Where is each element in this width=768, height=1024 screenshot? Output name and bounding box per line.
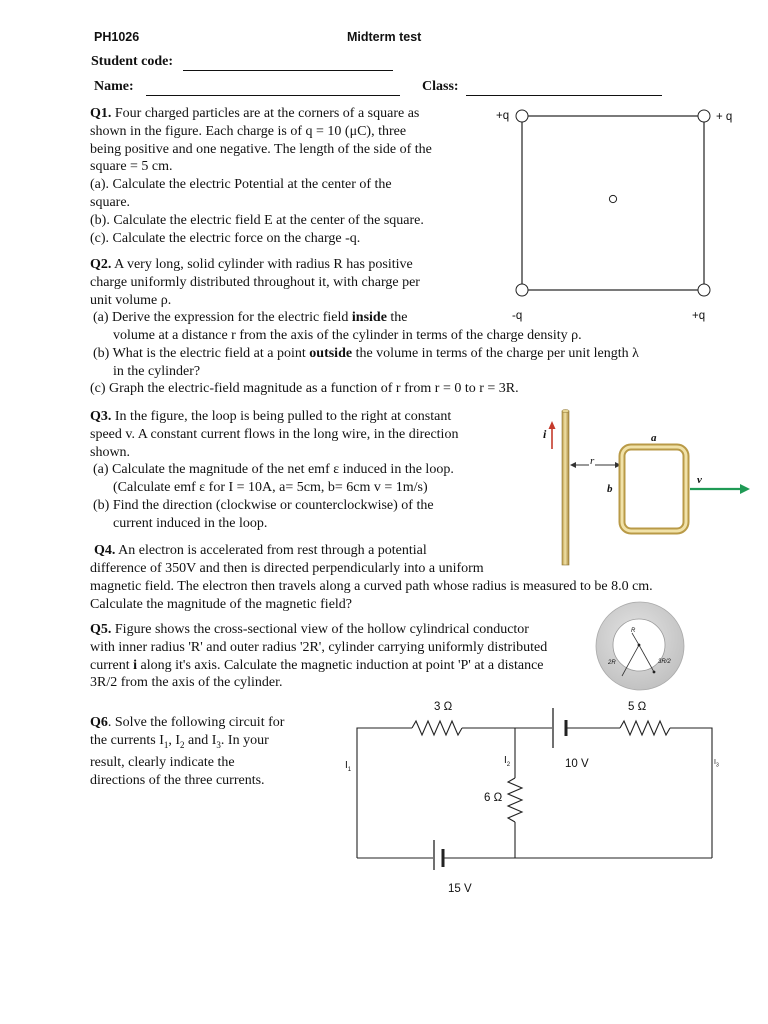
q3-part-b-1: (b) Find the direction (clockwise or counterclockwise) of the (93, 497, 434, 513)
q5-hollow-cylinder-figure (594, 600, 686, 692)
name-label: Name: (94, 79, 134, 94)
q6-label-i1: $I_1$ (345, 760, 352, 773)
long-wire (562, 411, 569, 565)
q5-line-1: Q5. Figure shows the cross-sectional view of the hollow cylindrical conductor (90, 622, 529, 637)
q6-number: Q6 (90, 715, 108, 730)
q2-number: Q2. (90, 257, 112, 272)
q1-square-figure (480, 105, 750, 335)
q2-part-c: (c) Graph the electric-field magnitude as a function of r from r = 0 to r = 3R. (90, 381, 519, 397)
q5-number: Q5. (90, 622, 112, 637)
q1-line-4: square = 5 cm. (90, 159, 173, 175)
student-code-field[interactable] (183, 70, 393, 71)
q6-line-4: directions of the three currents. (90, 773, 265, 789)
q6-label-i2: $I_2$ (504, 755, 511, 768)
q1-part-a-2: square. (90, 194, 131, 210)
q2-line-2: charge uniformly distributed throughout it, with charge per (90, 274, 420, 290)
q5-text (90, 621, 583, 692)
q5-label-3r2: 3R/2 (658, 659, 671, 665)
q6-label-10v: 10 V (565, 758, 589, 770)
q2-part-b-2: in the cylinder? (113, 363, 201, 379)
course-code: PH1026 (94, 30, 140, 44)
q1-part-a-1: (a). Calculate the electric Potential at the center of the (90, 177, 392, 193)
q2-text-top (90, 256, 461, 327)
q3-label-a: a (651, 432, 657, 444)
class-field[interactable] (466, 95, 662, 96)
q6-line-1: Q6. Solve the following circuit for (90, 715, 285, 730)
q5-line-3: current i along it's axis. Calculate the magnetic induction at point 'P' at a distance (90, 657, 544, 673)
q4-line-1: Q4. An electron is accelerated from rest through a potential (94, 543, 427, 558)
q3-label-r: r (590, 455, 595, 467)
q1-label-bottom-right: +q (692, 310, 706, 322)
q1-label-bottom-left: -q (512, 310, 523, 322)
q6-text (90, 714, 309, 790)
test-title: Midterm test (347, 30, 422, 44)
q3-line-2: speed v. A constant current flows in the long wire, in the direction (90, 426, 459, 442)
q6-line-3: result, clearly indicate the (90, 755, 235, 771)
q1-text (90, 105, 461, 247)
name-field[interactable] (146, 95, 400, 96)
q2-line-1: Q2. A very long, solid cylinder with radius R has positive (90, 257, 413, 272)
q4-line-3: magnetic field. The electron then travels along a curved path whose radius is measured to be 8.0 cm. (90, 578, 653, 594)
q3-part-a-1: (a) Calculate the magnitude of the net emf ε induced in the loop. (93, 462, 454, 478)
q5-label-2r: 2R (608, 660, 616, 666)
q3-number: Q3. (90, 409, 112, 424)
q5-line-2: with inner radius 'R' and outer radius '2R', cylinder carrying uniformly distributed (90, 639, 548, 655)
q3-line-1: Q3. In the figure, the loop is being pulled to the right at constant (90, 409, 452, 424)
q3-part-a-2: (Calculate emf ε for I = 10A, a= 5cm, b= 6cm v = 1m/s) (113, 480, 428, 496)
q3-part-b-2: current induced in the loop. (113, 515, 268, 531)
q2-part-b-1: (b) What is the electric field at a point outside the volume in terms of the charge per unit length λ (93, 345, 639, 361)
q6-label-3-ohm: 3 Ω (434, 701, 453, 713)
q1-label-top-right: + q (716, 111, 733, 123)
q2-text-bottom (90, 327, 710, 398)
q2-part-a-2: volume at a distance r from the axis of the cylinder in terms of the charge density ρ. (113, 328, 582, 343)
q1-line-1: Q1. Four charged particles are at the corners of a square as (90, 106, 420, 121)
q4-line-2: difference of 350V and then is directed perpendicularly into a uniform (90, 561, 484, 576)
q2-line-3: unit volume ρ. (90, 292, 172, 308)
q4-number: Q4. (94, 543, 116, 558)
q6-label-15v: 15 V (448, 883, 472, 895)
q6-circuit-diagram (350, 700, 720, 870)
q3-wire-loop-figure (530, 405, 760, 567)
q3-text (90, 408, 499, 533)
q3-label-v: v (697, 474, 702, 486)
q6-label-5-ohm: 5 Ω (628, 701, 647, 713)
q6-label-6-ohm: 6 Ω (484, 792, 503, 804)
q5-label-r: R (631, 628, 636, 634)
q1-part-b: (b). Calculate the electric field E at the center of the square. (90, 212, 424, 228)
q3-label-i: i (543, 427, 547, 441)
q1-number: Q1. (90, 106, 112, 121)
q1-part-c: (c). Calculate the electric force on the charge -q. (90, 230, 361, 246)
q1-line-3: being positive and one negative. The length of the side of the (90, 141, 432, 157)
q1-line-2: shown in the figure. Each charge is of q = 10 (μC), three (90, 123, 407, 139)
q5-line-4: 3R/2 from the axis of the cylinder. (90, 675, 283, 691)
resistor-5-ohm (620, 721, 670, 735)
q3-line-3: shown. (90, 444, 131, 460)
q4-text-top (90, 542, 499, 560)
resistor-3-ohm (412, 721, 462, 735)
class-label: Class: (422, 79, 459, 94)
q6-label-i3: $I_3$ (714, 759, 719, 769)
q6-line-2: the currents $I_1$, $I_2$ and $I_3$. In your (90, 732, 269, 750)
q3-label-b: b (607, 483, 613, 495)
q1-label-top-left: +q (496, 110, 510, 122)
student-code-label: Student code: (91, 54, 174, 69)
q4-line-4: Calculate the magnitude of the magnetic field? (90, 596, 353, 612)
q2-part-a-1: (a) Derive the expression for the electric field inside the (93, 310, 408, 326)
resistor-6-ohm (508, 778, 522, 822)
